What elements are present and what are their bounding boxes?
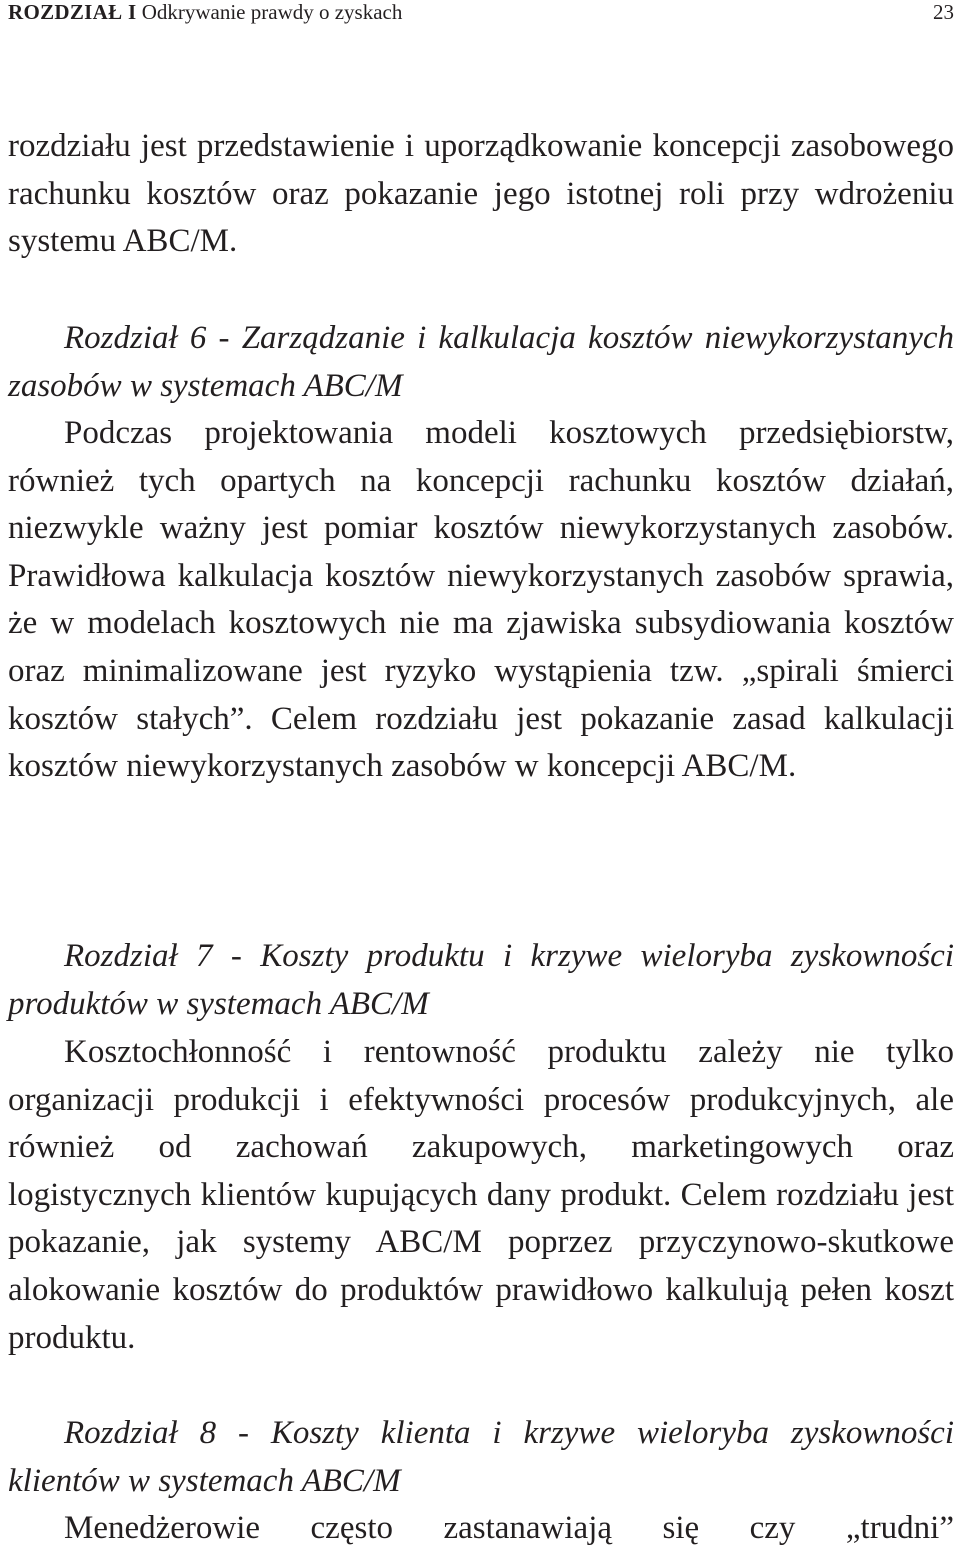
chapter-title: Odkrywanie prawdy o zyskach — [141, 0, 403, 24]
intro-paragraph: rozdziału jest przedstawienie i uporządkowanie koncepcji zasobowego rachunku kosztów oraz pokazanie jego istotnej roli przy wdrożeniu systemu ABC/M. — [8, 128, 954, 260]
section-heading: Rozdział 7 - Koszty produktu i krzywe wieloryba zyskowności produktów w systemach ABC/M — [8, 938, 954, 1022]
document-page — [8, 0, 954, 1553]
section-paragraph: Menedżerowie często zastanawiają się czy „trudni” — [64, 1510, 954, 1546]
running-header — [8, 0, 954, 24]
page-number: 23 — [933, 0, 954, 24]
section-heading: Rozdział 8 - Koszty klienta i krzywe wieloryba zyskowności klientów w systemach ABC/M — [8, 1415, 954, 1499]
section-paragraph: Podczas projektowania modeli kosztowych przedsiębiorstw, również tych opartych na koncepcji rachunku kosztów działań, niezwykle ważny jest pomiar kosztów niewykorzystanych zasobów. Prawidłowa kalkulacja kosztów niewykorzystanych zasobów sprawia, że w modelach kosztowych nie ma zjawiska subsydiowania kosztów oraz minimalizowane jest ryzyko wystąpienia tzw. „spirali śmierci kosztów stałych”. Celem rozdziału jest pokazanie zasad kalkulacji kosztów niewykorzystanych zasobów w koncepcji ABC/M. — [8, 415, 954, 785]
section-paragraph: Kosztochłonność i rentowność produktu zależy nie tylko organizacji produkcji i efektywności procesów produkcyjnych, ale również od zachowań zakupowych, marketingowych oraz logistycznych klientów kupujących dany produkt. Celem rozdziału jest pokazanie, jak systemy ABC/M poprzez przyczynowo-skutkowe alokowanie kosztów do produktów prawidłowo kalkulują pełen koszt produktu. — [8, 1034, 954, 1356]
section-heading: Rozdział 6 - Zarządzanie i kalkulacja kosztów niewykorzystanych zasobów w systemach ABC/M — [8, 320, 954, 404]
chapter-label: ROZDZIAŁ I — [8, 0, 137, 24]
